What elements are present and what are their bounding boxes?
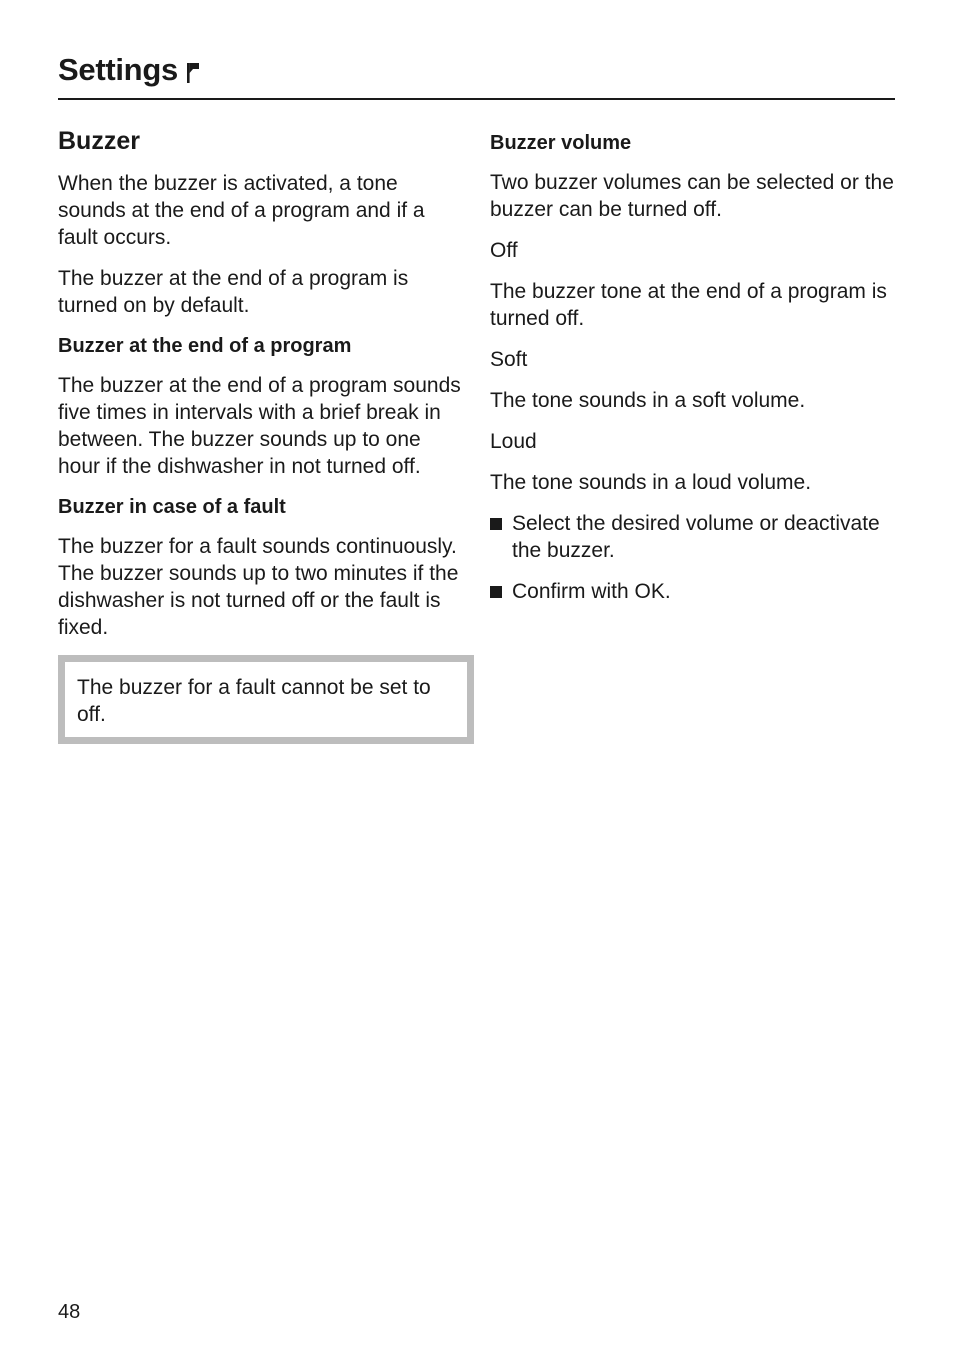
page-title [58,52,200,88]
option-label: Off [490,239,518,262]
option-label: Soft [490,348,528,371]
flag-icon [186,62,200,84]
square-bullet-icon [490,586,502,598]
note-text: The buzzer for a fault cannot be set to off. [77,676,431,726]
note-box [58,655,474,744]
square-bullet-icon [490,518,502,530]
default-paragraph: The buzzer at the end of a program is turned on by default. [58,267,409,317]
fault-paragraph: The buzzer for a fault sounds continuously. The buzzer sounds up to two minutes if the dishwasher is not turned off or the fault is fixed. [58,535,459,639]
option-label: Loud [490,430,537,453]
subheading-fault: Buzzer in case of a fault [58,496,286,518]
volume-intro-paragraph: Two buzzer volumes can be selected or the buzzer can be turned off. [490,171,894,221]
end-of-program-paragraph: The buzzer at the end of a program sounds five times in intervals with a brief break in between. The buzzer sounds up to one hour if the dishwasher in not turned off. [58,374,461,478]
page-number: 48 [58,1301,81,1323]
option-description: The tone sounds in a loud volume. [490,471,812,494]
subheading-buzzer-volume: Buzzer volume [490,132,632,154]
step-text: Confirm with OK. [512,580,671,603]
option-description: The tone sounds in a soft volume. [490,389,806,412]
option-description: The buzzer tone at the end of a program is turned off. [490,280,887,330]
right-column [490,126,896,619]
step-item [490,510,896,564]
section-heading-buzzer: Buzzer [58,127,140,155]
subheading-end-of-program: Buzzer at the end of a program [58,335,352,357]
left-column [58,126,464,744]
page-title-text: Settings [58,52,178,87]
step-text: Select the desired volume or deactivate the buzzer. [512,512,880,562]
intro-paragraph: When the buzzer is activated, a tone sounds at the end of a program and if a fault occurs. [58,172,425,249]
step-item [490,578,896,605]
header-rule [58,98,895,100]
